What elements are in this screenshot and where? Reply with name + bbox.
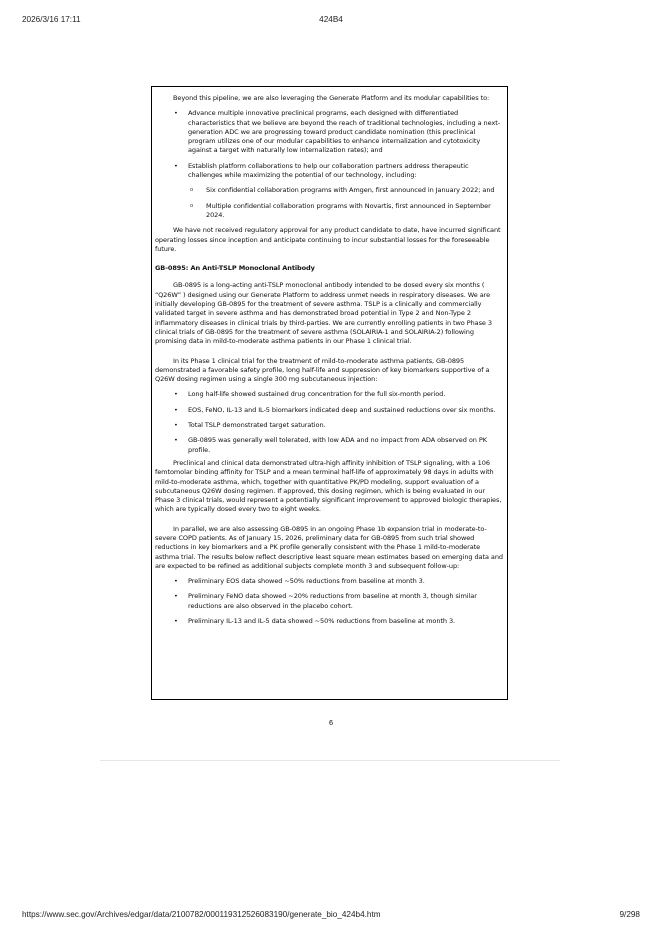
list-item [155,436,504,455]
list-item [155,162,504,220]
list-item-text: GB-0895 was generally well tolerated, with low ADA and no impact from ADA observed on PK profile. [188,436,487,454]
page-number: 6 [328,719,334,727]
list-item [155,406,504,415]
bullet-icon: • [174,405,178,414]
list-item-text: Preliminary IL-13 and IL-5 data showed ~50% reductions from baseline at month 3. [188,617,456,626]
preclinical-paragraph: Preclinical and clinical data demonstrated ultra-high affinity inhibition of TSLP signaling, with a 106 femtomolar binding affinity for TSLP and a mean terminal half-life of approximately 98 days in adults with mild-to-moderate asthma, which, together with quantitative PK/PD modeling, support evaluation of a subcutaneous Q26W dosing regimen. If approved, this dosing regimen, which is being evaluated in our Phase 3 clinical trials, would represent a potentially significant improvement to approved biologic therapies, which are typically dosed every two to eight weeks. [155,458,502,514]
bullet-icon: • [174,436,178,445]
circle-bullet-icon: o [190,202,194,209]
sub-bullet-list [188,186,504,220]
regulatory-paragraph: We have not received regulatory approval for any product candidate to date, have incurred significant operating losses since inception and anticipate continuing to incur substantial losses for the foreseeable future. [155,226,501,253]
intro-bullet-list [155,109,504,220]
copd-paragraph: In parallel, we are also assessing GB-0895 in an ongoing Phase 1b expansion trial in moderate-to-severe COPD patients. As of January 15, 2026, preliminary data for GB-0895 from such trial showed reductions in key biomarkers and a PK profile generally consistent with the Phase 1 mild-to-moderate asthma trial. The results below reflect descriptive least square mean estimates based on emerging data and are expected to be refined as additional subjects complete month 3 and subsequent follow-up: [155,524,503,570]
sub-list-item-text: Multiple confidential collaboration programs with Novartis, first announced in September 2024. [206,201,491,219]
document-content-box [151,86,508,700]
list-item [155,421,504,430]
intro-paragraph: Beyond this pipeline, we are also leveraging the Generate Platform and its modular capabilities to: [173,94,490,102]
gb0895-paragraph: GB-0895 is a long-acting anti-TSLP monoclonal antibody intended to be dosed every six months ( “Q26W” ) designed using our Generate Platform to address unmet needs in respiratory diseases. We are initially developing GB-0895 for the treatment of severe asthma. TSLP is a clinically and commercially validated target in severe asthma and has demonstrated broad potential in Type 2 and Non-Type 2 inflammatory diseases in clinical trials by third-parties. We are currently enrolling patients in two Phase 3 clinical trials of GB-0895 for the treatment of severe asthma (SOLAIRIA-1 and SOLAIRIA-2) following promising data in mild-to-moderate asthma patients in our Phase 1 clinical trial. [155,281,492,346]
bullet-icon: • [174,390,178,399]
print-footer [0,910,662,922]
circle-bullet-icon: o [190,187,194,194]
list-item-text: Total TSLP demonstrated target saturation. [188,421,326,430]
bullet-icon: • [174,617,178,626]
list-item [155,109,504,155]
list-item [155,617,504,626]
source-url: https://www.sec.gov/Archives/edgar/data/2100782/000119312526083190/generate_bio_424b4.htm [22,910,381,919]
page-separator [100,760,560,761]
phase1-paragraph: In its Phase 1 clinical trial for the treatment of mild-to-moderate asthma patients, GB-0895 demonstrated a favorable safety profile, long half-life and suppression of key biomarkers supportive of a Q26W dosing regimen using a single 300 mg subcutaneous injection: [155,356,490,384]
print-page-count: 9/298 [619,910,640,919]
list-item [155,592,504,611]
list-item [155,390,504,399]
phase1-bullet-list [155,390,504,454]
list-item-text: Preliminary FeNO data showed ~20% reductions from baseline at month 3, though similar reductions are also observed in the placebo cohort. [188,592,477,610]
list-item-text: Preliminary EOS data showed ~50% reductions from baseline at month 3. [188,577,425,586]
list-item-text: Long half-life showed sustained drug concentration for the full six-month period. [188,390,446,399]
bullet-icon: • [174,161,178,170]
sub-list-item-text: Six confidential collaboration programs with Amgen, first announced in January 2022; and [206,186,495,195]
section-heading: GB-0895: An Anti-TSLP Monoclonal Antibody [155,264,315,273]
list-item-text: Establish platform collaborations to help our collaboration partners address therapeutic challenges while maximizing the potential of our technology, including: [188,161,469,180]
bullet-icon: • [174,592,178,601]
print-datetime: 2026/3/16 17:11 [22,15,81,24]
copd-bullet-list [155,577,504,626]
bullet-icon: • [174,577,178,586]
sub-list-item [188,202,504,221]
print-title: 424B4 [319,15,343,24]
list-item-text: EOS, FeNO, IL-13 and IL-5 biomarkers indicated deep and sustained reductions over six months. [188,405,496,414]
bullet-icon: • [174,109,178,118]
print-header [0,15,662,27]
list-item [155,577,504,586]
list-item-text: Advance multiple innovative preclinical programs, each designed with differentiated characteristics that we believe are beyond the reach of traditional technologies, including a next-generation ADC we are progressing toward product candidate nomination (this preclinical program utilizes one of our modular capabilities to enhance internalization and cytotoxicity against a target with naturally low internalization rates); and [188,109,501,155]
bullet-icon: • [174,421,178,430]
sub-list-item [188,186,504,195]
